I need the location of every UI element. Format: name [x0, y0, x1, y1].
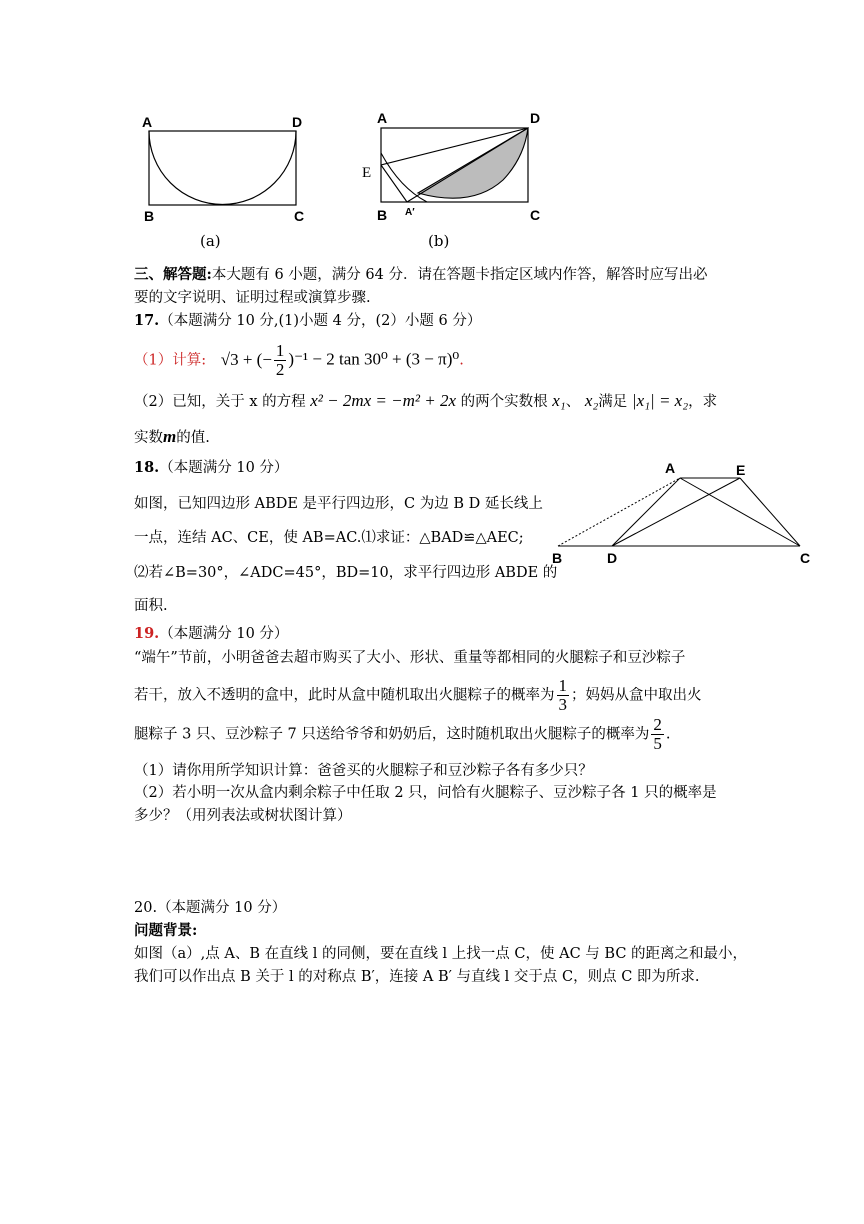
- q19-header-line: [134, 624, 288, 644]
- figure-b-label-e: E: [362, 165, 372, 181]
- q17-part1-expr-b: )⁻¹ − 2 tan 30⁰ + (3 − π)⁰: [288, 349, 460, 369]
- figure-a-caption: (a): [200, 232, 221, 250]
- q17-part2-x1: x₁: [552, 391, 566, 410]
- q17-part1-expr-a: √3 + (−: [220, 349, 272, 369]
- q18-line2: 一点，连结 AC、CE，使 AB=AC.⑴求证：△BAD≌△AEC;: [134, 530, 524, 546]
- section3-intro-1: 本大题有 6 小题，满分 64 分．请在答题卡指定区域内作答，解答时应写出必: [211, 267, 708, 283]
- figure-b-caption: (b): [428, 232, 450, 250]
- q17-part1-frac-den: 2: [275, 360, 285, 379]
- q19-frac1-num: 1: [558, 676, 567, 695]
- q17-part2-sep: 、: [565, 394, 581, 410]
- q19-part1: （1）请你用所学知识计算：爸爸买的火腿粽子和豆沙粽子各有多少只？: [134, 763, 593, 779]
- q17-part1-frac-num: 1: [275, 341, 285, 360]
- figure-a-label-c: C: [294, 208, 305, 224]
- q20-line1: 如图（a）,点 A、B 在直线 l 的同侧，要在直线 l 上找一点 C，使 AC 与 BC 的距离之和最小，: [134, 946, 748, 962]
- q18-line3: ⑵若∠B=30°，∠ADC=45°，BD=10，求平行四边形 ABDE 的: [134, 565, 558, 581]
- q17-number: 17.: [134, 312, 160, 329]
- q17-part2-line2-b: 的值.: [176, 430, 210, 446]
- q19-line2: [134, 677, 702, 714]
- q19-frac2-den: 5: [653, 734, 662, 753]
- figure-q18-label-b: B: [552, 550, 563, 566]
- q17-part1-end: .: [459, 352, 464, 369]
- q19-fraction-2: [651, 716, 664, 753]
- figure-b-label-c: C: [530, 207, 541, 223]
- q19-fraction-1: [557, 677, 570, 714]
- q20-line2: 我们可以作出点 B 关于 l 的对称点 B′，连接 A B′ 与直线 l 交于点 C，则点 C 即为所求.: [134, 969, 700, 985]
- q18-number: 18.: [134, 459, 160, 476]
- figure-b-label-a: A: [377, 110, 388, 126]
- q17-part2-x2: x₂: [584, 391, 599, 410]
- q17-part2-equation: x² − 2mx = −m² + 2x: [310, 391, 457, 410]
- figure-a-label-a: A: [142, 114, 153, 130]
- q19-line3-b: .: [665, 726, 671, 743]
- figure-b-label-b: B: [377, 207, 388, 223]
- q18-header: （本题满分 10 分）: [159, 460, 289, 476]
- q19-line2-b: ；妈妈从盒中取出火: [571, 687, 702, 704]
- q19-line3-a: 腿粽子 3 只、豆沙粽子 7 只送给爷爷和奶奶后，这时随机取出火腿粽子的概率为: [134, 726, 650, 743]
- q19-frac1-den: 3: [558, 695, 567, 714]
- figure-a-label-b: B: [144, 208, 155, 224]
- figure-b-label-aprime: A′: [405, 207, 415, 218]
- q17-part2-m: m: [163, 427, 177, 446]
- q17-header: （本题满分 10 分,(1)小题 4 分，(2）小题 6 分）: [159, 313, 482, 329]
- q17-part2-b: 的两个实数根: [460, 394, 548, 410]
- q17-part2-condition: |x₁| = x₂: [631, 391, 689, 410]
- q19-line3: [134, 716, 671, 753]
- section3-intro-2: 要的文字说明、证明过程或演算步骤.: [134, 290, 371, 306]
- q17-part2-line2-a: 实数: [134, 430, 163, 446]
- q19-line2-a: 若干，放入不透明的盒中，此时从盒中随机取出火腿粽子的概率为: [134, 687, 555, 704]
- figure-q18-label-e: E: [736, 462, 746, 478]
- q20-number: 20.: [134, 900, 158, 916]
- q17-part1-label: （1）计算:: [134, 352, 207, 369]
- q17-part2-a: （2）已知，关于 x 的方程: [134, 394, 306, 410]
- q19-line1: “端午”节前，小明爸爸去超市购买了大小、形状、重量等都相同的火腿粽子和豆沙粽子: [134, 650, 686, 666]
- q19-part2-line2: 多少？（用列表法或树状图计算）: [134, 808, 352, 824]
- q18-line4: 面积.: [134, 598, 168, 614]
- q18-line1: 如图，已知四边形 ABDE 是平行四边形，C 为边 B D 延长线上: [134, 496, 543, 512]
- q19-part2-line1: （2）若小明一次从盒内剩余粽子中任取 2 只，问恰有火腿粽子、豆沙粽子各 1 只的概率是: [134, 785, 717, 801]
- q20-background-title: 问题背景:: [134, 922, 198, 939]
- figure-a-label-d: D: [292, 114, 303, 130]
- q19-number: 19.: [134, 625, 160, 642]
- q17-part2-d: ，求: [688, 394, 718, 410]
- q20-header: （本题满分 10 分）: [157, 900, 287, 916]
- q19-header: （本题满分 10 分）: [159, 626, 289, 642]
- q19-frac2-num: 2: [653, 715, 662, 734]
- figure-q18-label-a: A: [665, 460, 676, 476]
- figure-b-label-d: D: [530, 110, 541, 126]
- q20-header-line: [134, 898, 286, 918]
- section3-heading: 三、解答题:: [134, 266, 212, 283]
- q17-part2-c: 满足: [598, 394, 628, 410]
- figure-q18-label-c: C: [800, 550, 811, 566]
- figure-q18-label-d: D: [607, 550, 618, 566]
